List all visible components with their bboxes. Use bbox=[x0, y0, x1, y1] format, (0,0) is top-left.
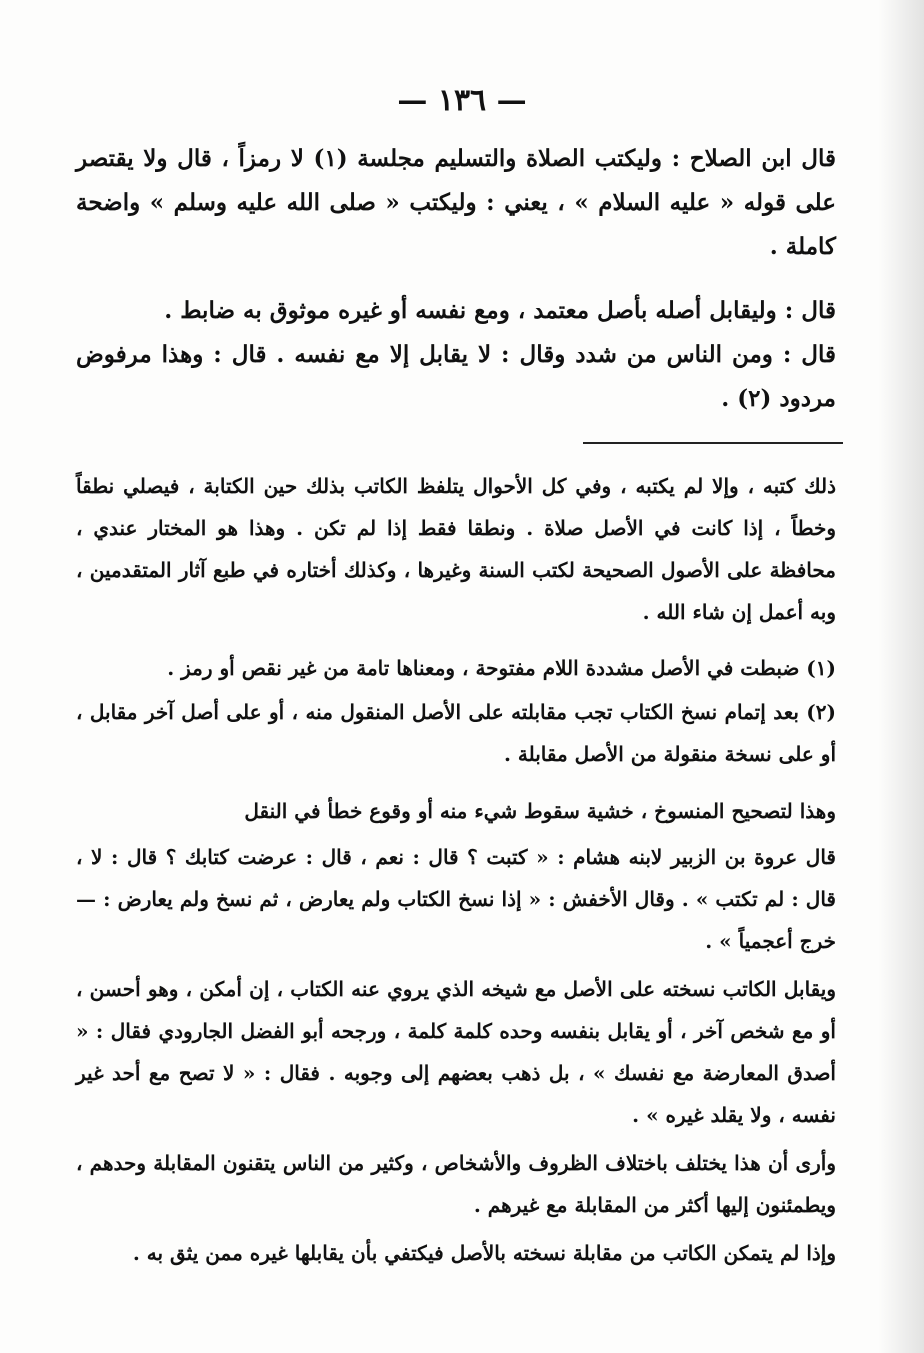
commentary-paragraph: وأرى أن هذا يختلف باختلاف الظروف والأشخاص ، وكثير من الناس يتقنون المقابلة وحدهم ، ويطمئنون إليها أكثر من المقابلة مع غيرهم . bbox=[76, 1151, 836, 1217]
footnote-item: (١) ضبطت في الأصل مشددة اللام مفتوحة ، ومعناها تامة من غير نقص أو رمز . bbox=[167, 656, 836, 680]
commentary-paragraph: ويقابل الكاتب نسخته على الأصل مع شيخه الذي يروي عنه الكتاب ، إن أمكن ، وهو أحسن ، أو مع شخص آخر ، أو يقابل بنفسه وحده كلمة كلمة ، ورجحه أبو الفضل الجارودي فقال : « أصدق المعارضة مع نفسك » ، بل ذهب بعضهم إلى وجوبه . فقال : « لا تصح مع أحد غير نفسه ، ولا يقلد غيره » . bbox=[76, 977, 836, 1127]
page-edge-shadow bbox=[878, 0, 924, 1353]
main-paragraph: قال : ومن الناس من شدد وقال : لا يقابل إلا مع نفسه . قال : وهذا مرفوض مردود (٢) . bbox=[76, 341, 836, 412]
footnote-continuation-text: ذلك كتبه ، وإلا لم يكتبه ، وفي كل الأحوال يتلفظ الكاتب بذلك حين الكتابة ، فيصلي نطقاً وخطاً ، إذا كانت في الأصل صلاة . ونطقا فقط إذا لم تكن . وهذا هو المختار عندي ، محافظة على الأصول الصحيحة لكتب السنة وغيرها ، وكذلك أختاره في طبع آثار المتقدمين ، وبه أعمل إن شاء الله . bbox=[76, 474, 836, 624]
main-paragraph: قال : وليقابل أصله بأصل معتمد ، ومع نفسه أو غيره موثوق به ضابط . bbox=[164, 297, 836, 324]
page-number: — ١٣٦ — bbox=[397, 83, 527, 118]
main-text-block bbox=[76, 137, 836, 437]
commentary-paragraph: وهذا لتصحيح المنسوخ ، خشية سقوط شيء منه أو وقوع خطأ في النقل bbox=[244, 799, 836, 823]
footnote-divider bbox=[583, 442, 843, 444]
commentary-block bbox=[76, 790, 836, 1290]
commentary-paragraph: قال عروة بن الزبير لابنه هشام : « كتبت ؟ قال : نعم ، قال : عرضت كتابك ؟ قال : لا ، قال : لم تكتب » . وقال الأخفش : « إذا نسخ الكتاب ولم يعارض ، ثم نسخ ولم يعارض : — خرج أعجمياً » . bbox=[76, 845, 836, 953]
footnotes-block bbox=[76, 647, 836, 797]
main-paragraph: قال ابن الصلاح : وليكتب الصلاة والتسليم مجلسة (١) لا رمزاً ، قال ولا يقتصر على قوله « عليه السلام » ، يعني : وليكتب « صلى الله عليه وسلم » واضحة كاملة . bbox=[76, 145, 836, 260]
commentary-paragraph: وإذا لم يتمكن الكاتب من مقابلة نسخته بالأصل فيكتفي بأن يقابلها غيره ممن يثق به . bbox=[132, 1241, 836, 1265]
footnote-item: (٢) بعد إتمام نسخ الكتاب تجب مقابلته على الأصل المنقول منه ، أو على أصل آخر مقابل ، أو على نسخة منقولة من الأصل مقابلة . bbox=[76, 700, 836, 766]
footnote-continuation bbox=[76, 465, 836, 645]
